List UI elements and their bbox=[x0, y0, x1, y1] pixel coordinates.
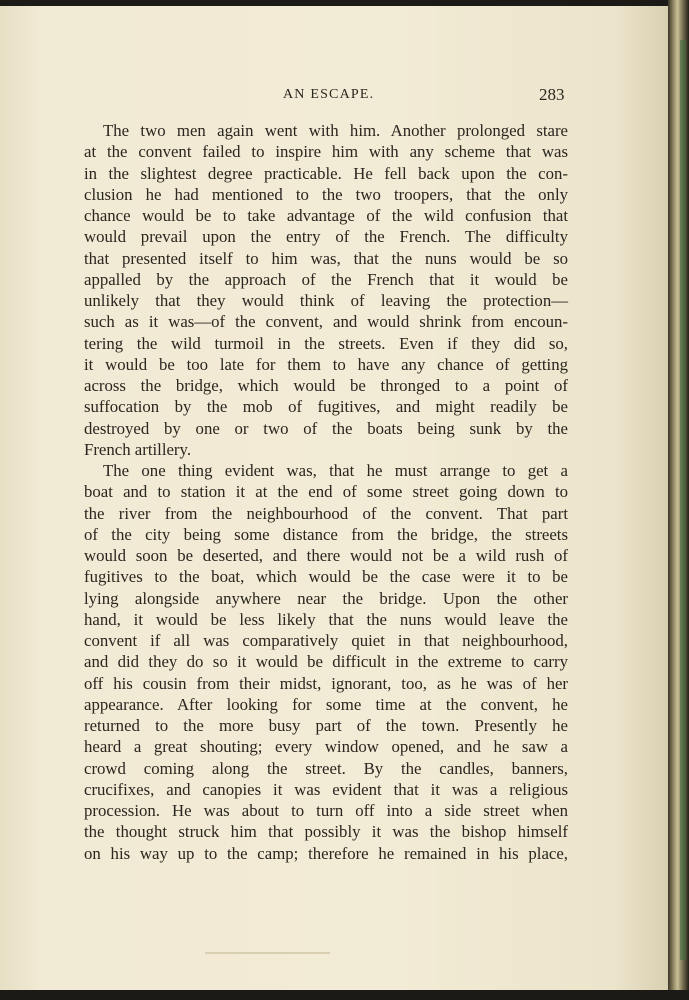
text-line: appalled by the approach of the French that it would be bbox=[84, 269, 568, 289]
text-line: in the slightest degree practicable. He fell back upon the con- bbox=[84, 163, 568, 183]
text-line: of the city being some distance from the bridge, the streets bbox=[84, 524, 568, 544]
book-bottom-edge bbox=[0, 990, 689, 1000]
text-line: destroyed by one or two of the boats being sunk by the bbox=[84, 418, 568, 438]
text-line: it would be too late for them to have any chance of getting bbox=[84, 354, 568, 374]
text-line: clusion he had mentioned to the two troopers, that the only bbox=[84, 184, 568, 204]
text-line: suffocation by the mob of fugitives, and might readily be bbox=[84, 397, 568, 417]
text-line: crucifixes, and canopies it was evident that it was a religious bbox=[84, 779, 568, 799]
text-line: the thought struck him that possibly it was the bishop himself bbox=[84, 822, 568, 842]
text-line: The two men again went with him. Another prolonged stare bbox=[103, 121, 568, 140]
text-line: fugitives to the boat, which would be the case were it to be bbox=[84, 567, 568, 587]
text-line: lying alongside anywhere near the bridge. Upon the other bbox=[84, 588, 568, 608]
text-line: across the bridge, which would be thronged to a point of bbox=[84, 376, 568, 395]
text-line: chance would be to take advantage of the wild confusion that bbox=[84, 206, 568, 225]
book-page bbox=[0, 6, 668, 991]
body-text bbox=[84, 120, 568, 864]
text-line: tering the wild turmoil in the streets. Even if they did so, bbox=[84, 333, 568, 353]
book-cover-edge bbox=[680, 40, 686, 960]
running-head: AN ESCAPE. bbox=[283, 87, 375, 102]
page-number: 283 bbox=[539, 85, 565, 104]
text-line: crowd coming along the street. By the candles, banners, bbox=[84, 758, 568, 778]
text-line: at the convent failed to inspire him with any scheme that was bbox=[84, 142, 568, 162]
text-line: off his cousin from their midst, ignorant, too, as he was of her bbox=[84, 673, 568, 693]
text-line: that presented itself to him was, that the nuns would be so bbox=[84, 248, 568, 268]
text-line: heard a great shouting; every window opened, and he saw a bbox=[84, 737, 568, 757]
text-line: on his way up to the camp; therefore he remained in his place, bbox=[84, 843, 568, 863]
page-header bbox=[0, 87, 668, 111]
text-line: appearance. After looking for some time at the convent, he bbox=[84, 694, 568, 714]
text-line: would prevail upon the entry of the French. The difficulty bbox=[84, 227, 568, 247]
text-line: the river from the neighbourhood of the convent. That part bbox=[84, 503, 568, 523]
text-line: hand, it would be less likely that the nuns would leave the bbox=[84, 609, 568, 629]
text-line: procession. He was about to turn off into a side street when bbox=[84, 801, 568, 820]
text-line: unlikely that they would think of leaving the protection— bbox=[84, 291, 568, 310]
text-line: convent if all was comparatively quiet in that neighbourhood, bbox=[84, 631, 568, 650]
text-line: and did they do so it would be difficult in the extreme to carry bbox=[84, 652, 568, 672]
text-line: boat and to station it at the end of some street going down to bbox=[84, 482, 568, 502]
text-line: would soon be deserted, and there would not be a wild rush of bbox=[84, 546, 568, 565]
paper-mark bbox=[205, 952, 330, 954]
text-line: returned to the more busy part of the town. Presently he bbox=[84, 716, 568, 735]
text-line: The one thing evident was, that he must arrange to get a bbox=[103, 461, 568, 480]
text-line: such as it was—of the convent, and would shrink from encoun- bbox=[84, 312, 568, 332]
text-line: French artillery. bbox=[84, 439, 192, 459]
